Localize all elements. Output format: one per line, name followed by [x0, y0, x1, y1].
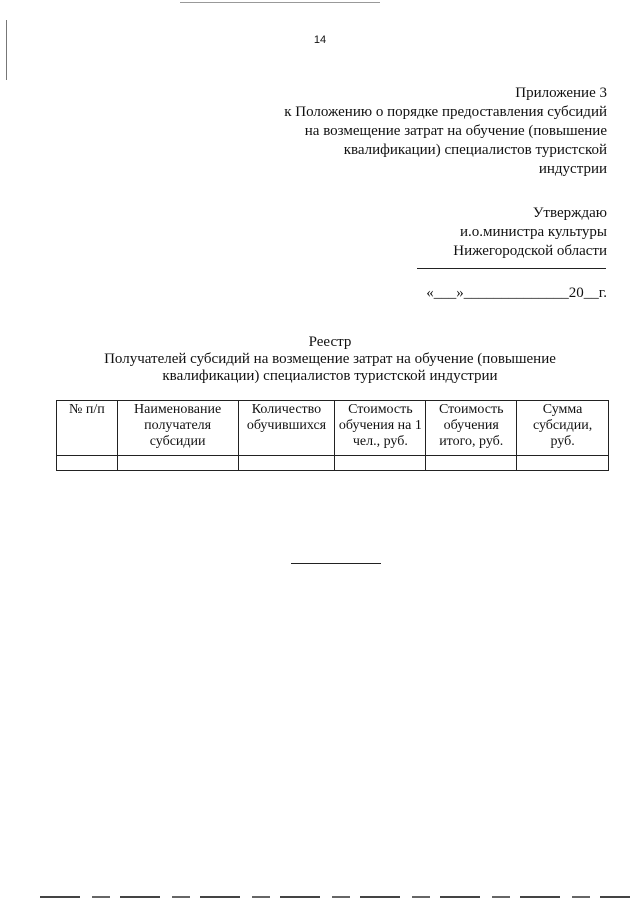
table-cell	[335, 456, 426, 471]
appendix-line: квалификации) специалистов туристской	[343, 142, 607, 158]
header-cost-per-person: Стоимость обучения на 1 чел., руб.	[335, 401, 426, 456]
scan-artifact-bottom	[40, 896, 630, 898]
date-line: «___»______________20__г.	[426, 285, 607, 301]
appendix-line: к Положению о порядке предоставления субсидий	[284, 104, 607, 120]
title-heading: Реестр	[308, 334, 352, 350]
page-number: 14	[313, 34, 327, 46]
table-cell	[517, 456, 609, 471]
table-cell	[238, 456, 335, 471]
approval-line: Утверждаю	[532, 205, 607, 221]
appendix-line: на возмещение затрат на обучение (повышение	[304, 123, 607, 139]
document-title	[0, 334, 640, 385]
approval-line: Нижегородской области	[453, 243, 607, 259]
appendix-line: Приложение 3	[515, 85, 607, 101]
appendix-line: индустрии	[538, 161, 607, 177]
end-rule	[291, 563, 381, 564]
signature-line	[417, 268, 606, 269]
header-cost-total: Стоимость обучения итого, руб.	[426, 401, 517, 456]
title-line: квалификации) специалистов туристской индустрии	[162, 368, 498, 384]
table-header-row	[57, 401, 609, 456]
header-trained-count: Количество обучившихся	[238, 401, 335, 456]
title-line: Получателей субсидий на возмещение затрат на обучение (повышение	[104, 351, 556, 367]
table-row	[57, 456, 609, 471]
approval-block	[307, 204, 607, 261]
table-cell	[117, 456, 238, 471]
scan-artifact-left	[6, 20, 7, 80]
header-number: № п/п	[57, 401, 118, 456]
appendix-block	[187, 84, 607, 179]
registry-table	[56, 400, 609, 471]
header-subsidy-amount: Сумма субсидии, руб.	[517, 401, 609, 456]
table-cell	[57, 456, 118, 471]
header-recipient-name: Наименование получателя субсидии	[117, 401, 238, 456]
scan-artifact-top	[180, 2, 380, 3]
approval-line: и.о.министра культуры	[459, 224, 607, 240]
table-cell	[426, 456, 517, 471]
